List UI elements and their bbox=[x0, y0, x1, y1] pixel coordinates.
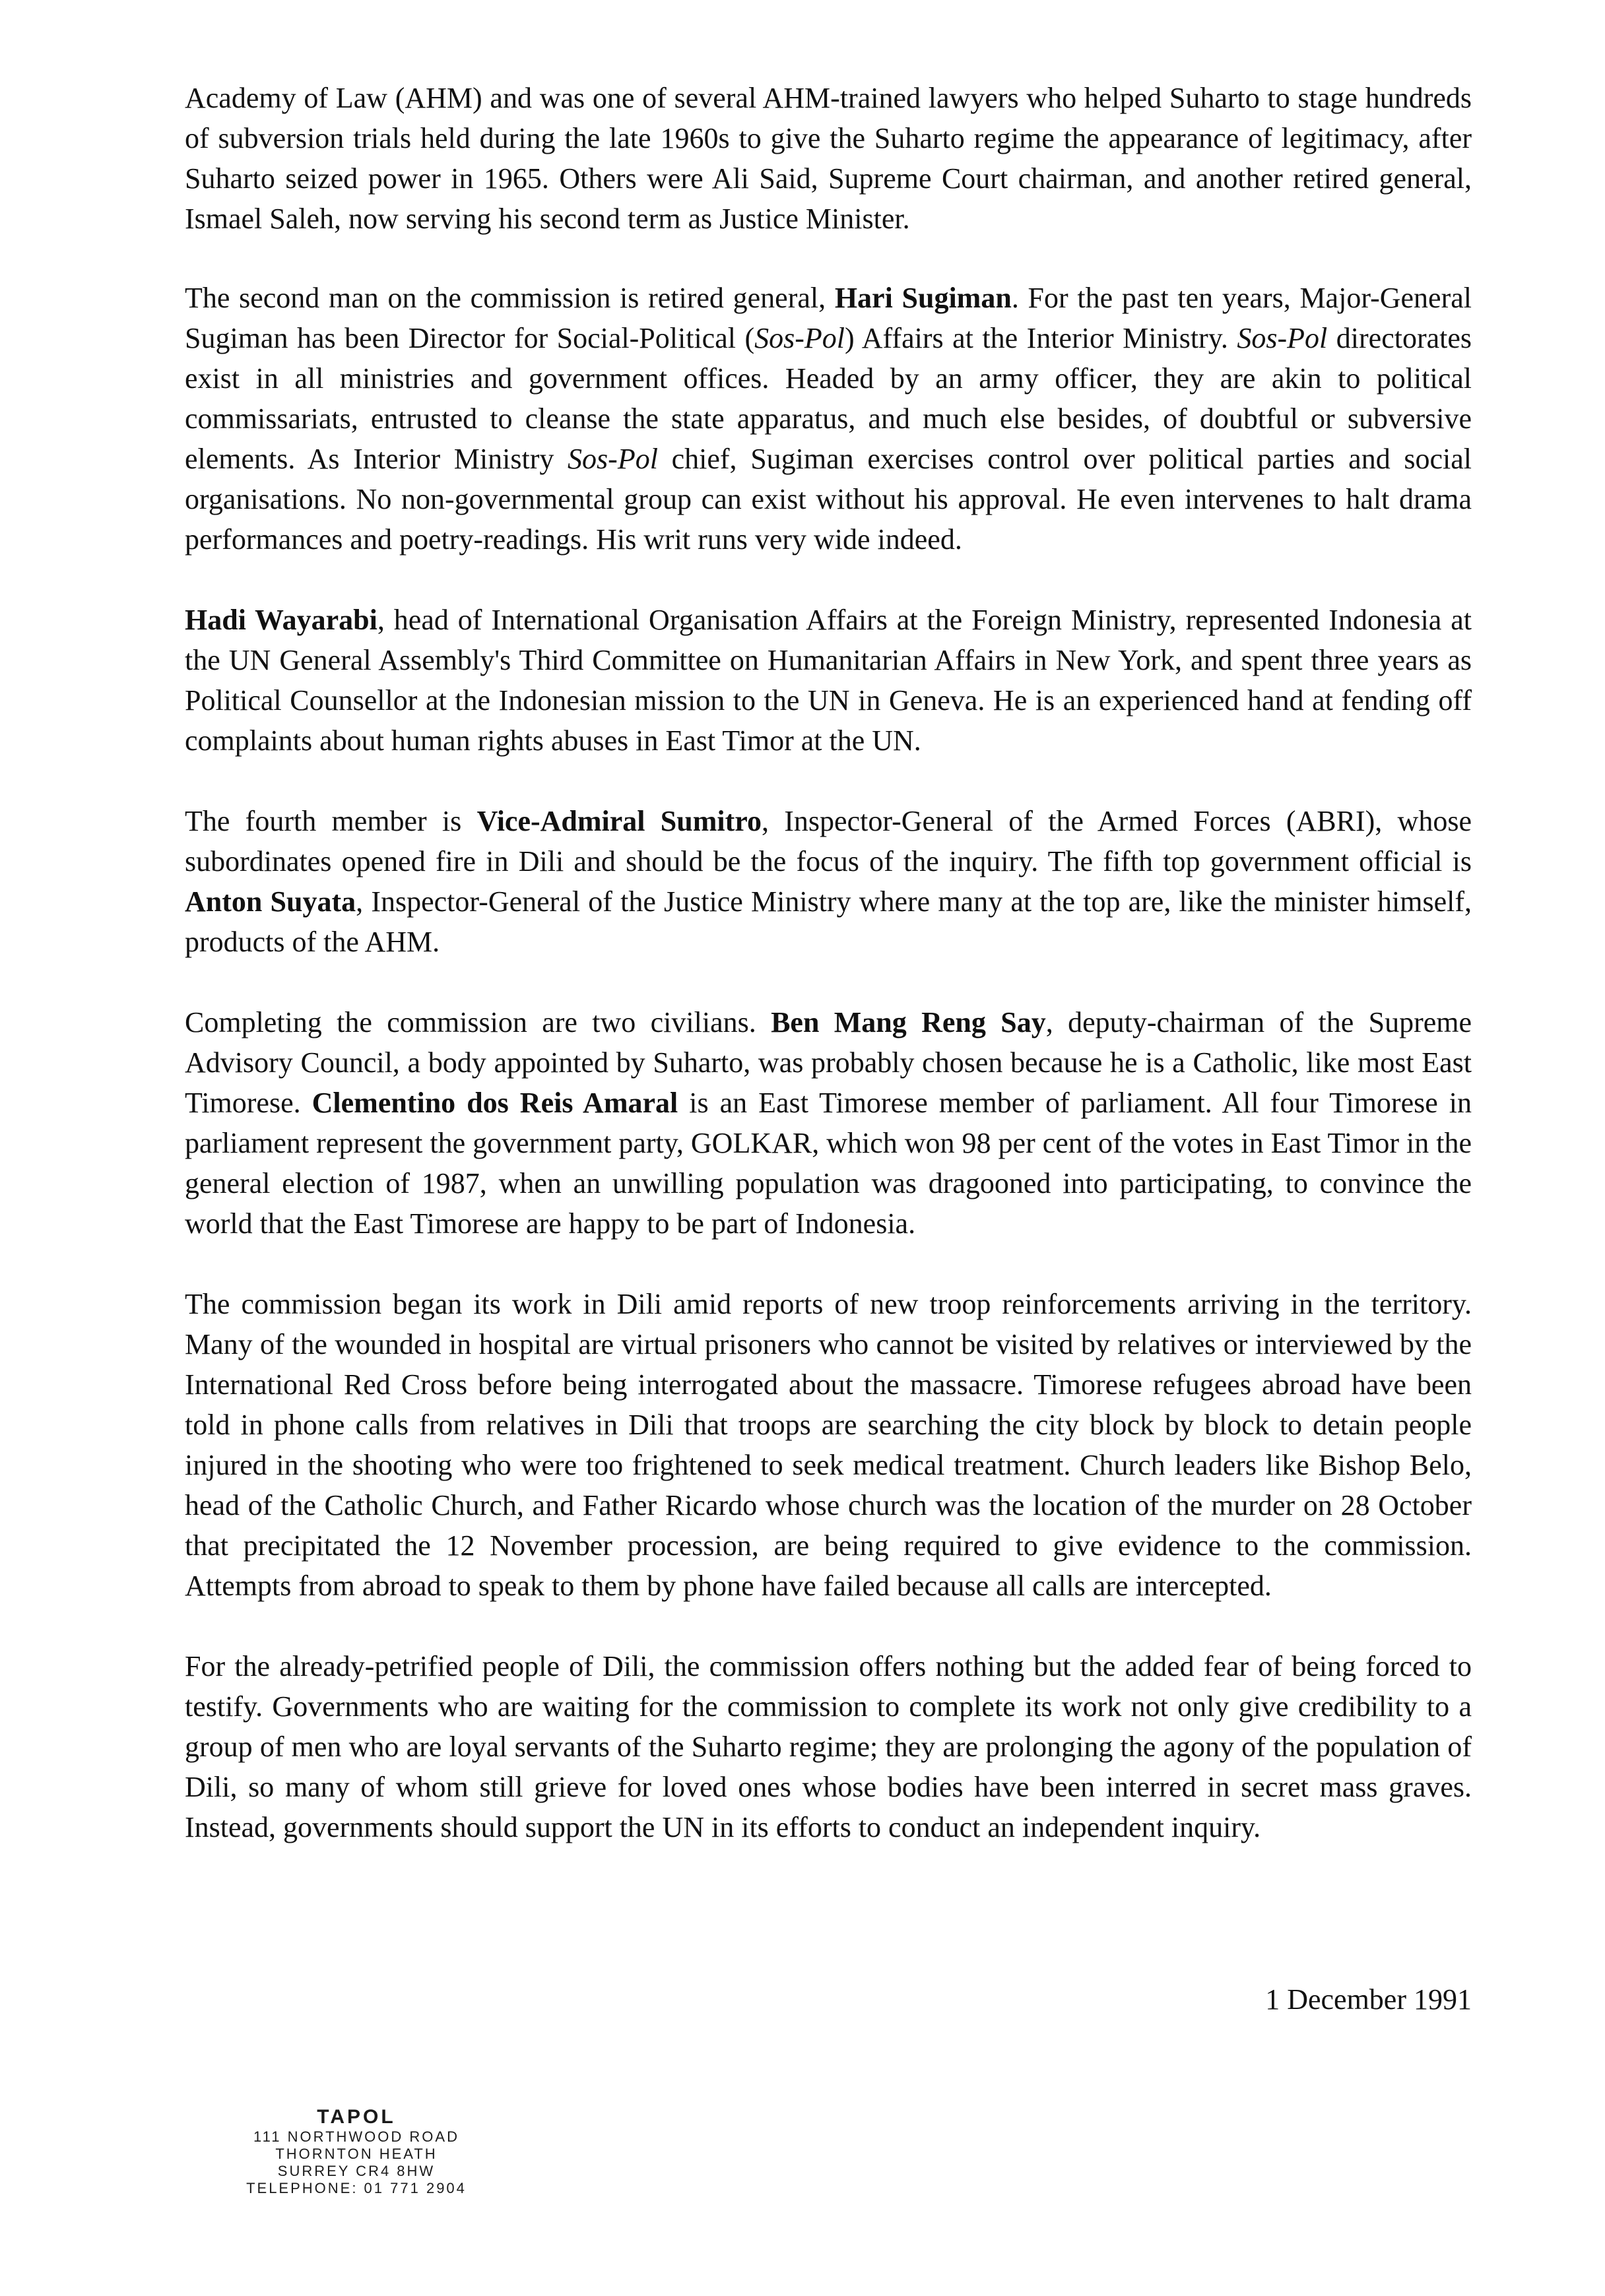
paragraph-hadi-wayarabi bbox=[185, 600, 1472, 761]
address-line-telephone: TELEPHONE: 01 771 2904 bbox=[246, 2180, 467, 2196]
organisation-name: TAPOL bbox=[317, 2106, 396, 2128]
bold-name: Hadi Wayarabi bbox=[185, 604, 377, 636]
bold-name: Ben Mang Reng Say bbox=[771, 1006, 1046, 1038]
text-run: Academy of Law (AHM) and was one of several AHM-trained lawyers who helped Suharto to stage hundreds of subversion trials held during the late 1960s to give the Suharto regime the appearance of legitimacy, after Suharto seized power in 1965. Others were Ali Said, Supreme Court chairman, and another retired general, Ismael Saleh, now serving his second term as Justice Minister. bbox=[185, 82, 1472, 235]
paragraph-hari-sugiman bbox=[185, 278, 1472, 559]
text-run: The second man on the commission is retired general, bbox=[185, 282, 835, 314]
text-run: , Inspector-General of the Justice Ministry where many at the top are, like the minister himself, products of the AHM. bbox=[185, 885, 1472, 958]
text-run: is an East Timorese member of parliament. All four Timorese in parliament represent the government party, GOLKAR, which won 98 per cent of the votes in East Timor in the general election of 1987, when an unwilling population was dragooned into participating, to convince the world that the East Timorese are happy to be part of Indonesia. bbox=[185, 1087, 1472, 1240]
paragraph-civilians bbox=[185, 1002, 1472, 1244]
address-line-street: 111 NORTHWOOD ROAD bbox=[253, 2128, 459, 2145]
italic-term: Sos-Pol bbox=[1237, 322, 1328, 354]
bold-name: Vice-Admiral Sumitro bbox=[476, 805, 762, 837]
text-run: chief, Sugiman exercises control over political parties and social organisations. No non-governmental group can exist without his approval. He even intervenes to halt drama performances and poetry-readings. His writ runs very wide indeed. bbox=[185, 443, 1472, 556]
address-line-town: THORNTON HEATH bbox=[275, 2146, 438, 2162]
document-body bbox=[185, 78, 1472, 1847]
paragraph-commission-work bbox=[185, 1284, 1472, 1606]
text-run: , deputy-chairman of the Supreme Advisory Council, a body appointed by Suharto, was probably chosen because he is a Catholic, like most East Timorese. bbox=[185, 1006, 1472, 1119]
text-run: . For the past ten years, Major-General Sugiman has been Director for Social-Political ( bbox=[185, 282, 1472, 354]
paragraph-sumitro-suyata bbox=[185, 801, 1472, 962]
text-run: The commission began its work in Dili amid reports of new troop reinforcements arriving in the territory. Many of the wounded in hospital are virtual prisoners who cannot be visited by relatives or interviewed by the International Red Cross before being interrogated about the massacre. Timorese refugees abroad have been told in phone calls from relatives in Dili that troops are searching the city block by block to detain people injured in the shooting who were too frightened to seek medical treatment. Church leaders like Bishop Belo, head of the Catholic Church, and Father Ricardo whose church was the location of the murder on 28 October that precipitated the 12 November procession, are being required to give evidence to the commission. Attempts from abroad to speak to them by phone have failed because all calls are intercepted. bbox=[185, 1288, 1472, 1602]
tapol-address-block bbox=[201, 2106, 511, 2197]
text-run: For the already-petrified people of Dili, the commission offers nothing but the added fear of being forced to testify. Governments who are waiting for the commission to complete its work not only give credibility to a group of men who are loyal servants of the Suharto regime; they are prolonging the agony of the population of Dili, so many of whom still grieve for loved ones whose bodies have been interred in secret mass graves. Instead, governments should support the UN in its efforts to conduct an independent inquiry. bbox=[185, 1650, 1472, 1843]
text-run: Completing the commission are two civilians. bbox=[185, 1006, 771, 1038]
italic-term: Sos-Pol bbox=[754, 322, 845, 354]
bold-name: Hari Sugiman bbox=[834, 282, 1012, 314]
bold-name: Anton Suyata bbox=[185, 885, 356, 918]
text-run: , head of International Organisation Affairs at the Foreign Ministry, represented Indonesia at the UN General Assembly's Third Committee on Humanitarian Affairs in New York, and spent three years as Political Counsellor at the Indonesian mission to the UN in Geneva. He is an experienced hand at fending off complaints about human rights abuses in East Timor at the UN. bbox=[185, 604, 1472, 757]
address-line-county: SURREY CR4 8HW bbox=[277, 2163, 436, 2179]
text-run: , Inspector-General of the Armed Forces (ABRI), whose subordinates opened fire in Dili and should be the focus of the inquiry. The fifth top government official is bbox=[185, 805, 1472, 877]
text-run: directorates exist in all ministries and government offices. Headed by an army officer, they are akin to political commissariats, entrusted to cleanse the state apparatus, and much else besides, of doubtful or subversive elements. As Interior Ministry bbox=[185, 322, 1472, 475]
paragraph-conclusion bbox=[185, 1646, 1472, 1847]
paragraph-ahm-lawyers bbox=[185, 78, 1472, 239]
document-date: 1 December 1991 bbox=[1265, 1983, 1472, 2016]
text-run: The fourth member is bbox=[185, 805, 477, 837]
bold-name: Clementino dos Reis Amaral bbox=[311, 1087, 678, 1119]
italic-term: Sos-Pol bbox=[568, 443, 658, 475]
text-run: ) Affairs at the Interior Ministry. bbox=[845, 322, 1237, 354]
